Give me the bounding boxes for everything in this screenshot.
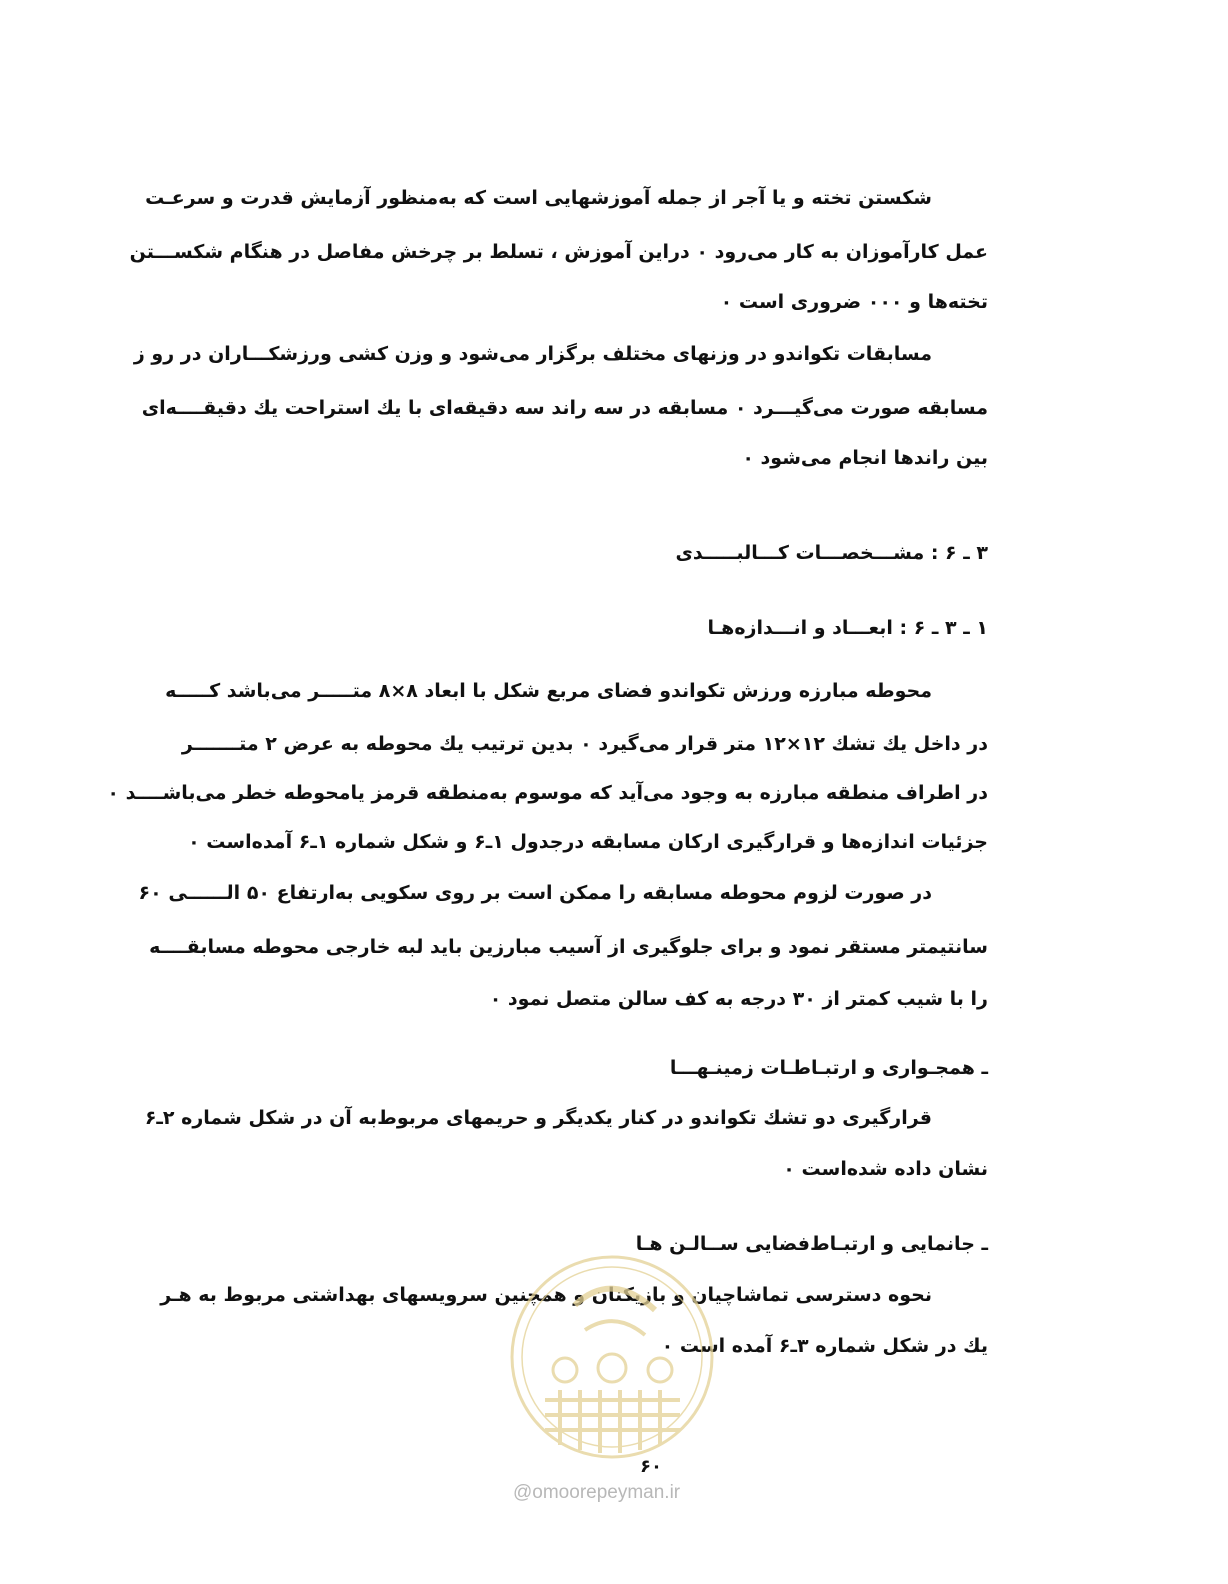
paragraph-line: سانتیمتر مستقر نمود و برای جلوگیری از آسیب مبارزین باید لبه خارجی محوطه مسابقــــه (149, 936, 988, 958)
paragraph-line: را با شیب کمتر از ۳۰ درجه به کف سالن متصل نمود ۰ (489, 988, 988, 1010)
paragraph-line: در صورت لزوم محوطه مسابقه را ممکن است بر روی سکویی به‌ارتفاع ۵۰ الــــــی ۶۰ (138, 882, 932, 904)
subsection-heading: ـ همجـواری و ارتبـاطـات زمینـهـــا (669, 1057, 988, 1079)
section-heading: ۳ ـ ۶ : مشـــخصـــات کـــالبـــــدی (675, 542, 988, 564)
paragraph-arena-dimensions (107, 677, 988, 877)
paragraph-line: محوطه مبارزه ورزش تکواندو فضای مربع شکل با ابعاد ۸×۸ متـــــر می‌باشد کـــــه (165, 680, 932, 702)
paragraph-competition-rounds (133, 340, 988, 480)
section-heading-physical-specs (232, 539, 988, 571)
watermark-url: @omoorepeyman.ir (513, 1482, 681, 1503)
paragraph-line: عمل کارآموزان به کار می‌رود ۰ دراین آموزش ، تسلط بر چرخش مفاصل در هنگام شکســـتن (129, 241, 988, 263)
paragraph-line: مسابقات تکواندو در وزنهای مختلف برگزار می‌شود و وزن کشی ورزشکـــاران در رو ز (133, 343, 932, 365)
subsection-heading: ـ جانمایی و ارتبـاط‌فضایی ســالـن هـا (635, 1233, 988, 1255)
paragraph-line: تخته‌ها و ۰۰۰ ضروری است ۰ (720, 291, 988, 313)
watermark-seal-icon (505, 1250, 720, 1465)
paragraph-line: مسابقه صورت می‌گیـــرد ۰ مسابقه در سه راند سه دقیقه‌ای با یك استراحت یك دقیقــــه‌ای (141, 397, 988, 419)
paragraph-platform (138, 879, 988, 1019)
paragraph-line: جزئیات اندازه‌ها و قرارگیری ارکان مسابقه درجدول ۱ـ۶ و شکل شماره ۱ـ۶ آمده‌است ۰ (188, 831, 988, 853)
paragraph-line: در داخل یك تشك ۱۲×۱۲ متر قرار می‌گیرد ۰ بدین ترتیب یك محوطه به عرض ۲ متـــــــر (181, 733, 988, 755)
heading-adjacency (232, 1054, 988, 1086)
paragraph-line: یك در شکل شماره ۳ـ۶ آمده است ۰ (661, 1335, 988, 1357)
paragraph-line: در اطراف منطقه مبارزه به وجود می‌آید که موسوم به‌منطقه قرمز یامحوطه خطر می‌باشــــد ۰ (107, 782, 988, 804)
paragraph-line: نشان داده شده‌است ۰ (783, 1158, 988, 1180)
page-number: ۶۰ (640, 1456, 662, 1477)
paragraph-line: قرارگیری دو تشك تکواندو در کنار یکدیگر و حریمهای مربوط‌به آن در شکل شماره ۲ـ۶ (144, 1107, 932, 1129)
paragraph-line: بین راندها انجام می‌شود ۰ (742, 447, 988, 469)
paragraph-mat-placement (144, 1104, 988, 1194)
paragraph-line: نحوه دسترسی تماشاچیان و بازیکنان و همچنین سرویسهای بهداشتی مربوط به هـر (160, 1284, 932, 1306)
subsection-heading: ۱ ـ ۳ ـ ۶ : ابعـــاد و انـــدازه‌هـا (707, 617, 988, 639)
paragraph-line: شکستن تخته و یا آجر از جمله آموزشهایی است که به‌منظور آزمایش قدرت و سرعـت (145, 187, 932, 209)
subsection-heading-dimensions (232, 614, 988, 646)
paragraph-board-breaking (129, 184, 988, 324)
